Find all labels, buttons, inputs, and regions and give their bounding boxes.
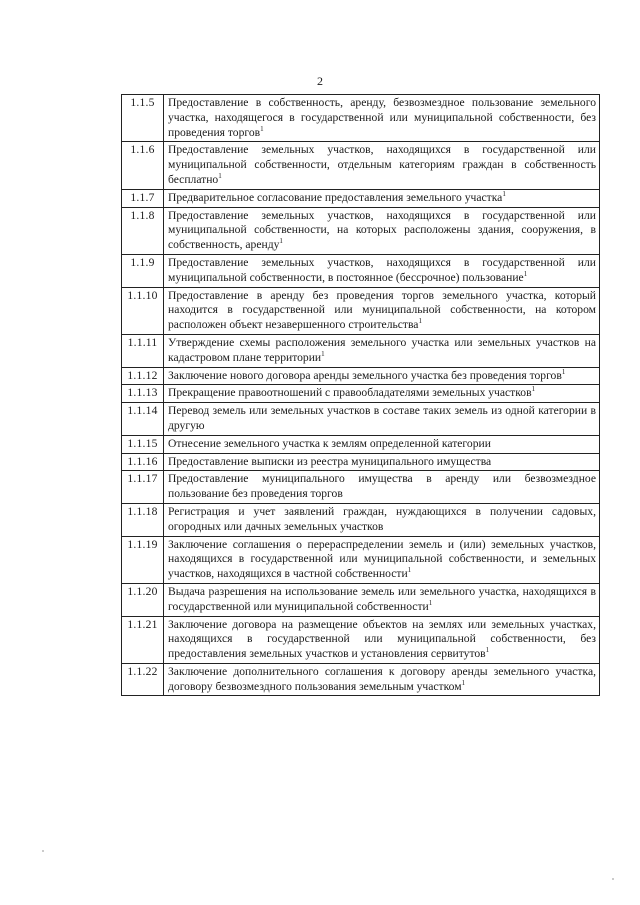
table-row	[122, 334, 600, 367]
service-name-cell	[164, 287, 600, 334]
item-number: 1.1.17	[122, 471, 164, 504]
service-name-cell	[164, 663, 600, 696]
table-row	[122, 503, 600, 536]
table-row	[122, 403, 600, 436]
service-name-cell	[164, 189, 600, 207]
item-number: 1.1.5	[122, 95, 164, 142]
item-number: 1.1.20	[122, 583, 164, 616]
table-row	[122, 435, 600, 453]
service-name: Предварительное согласование предоставления земельного участка	[168, 190, 503, 204]
footnote-marker: 1	[461, 678, 466, 687]
item-number: 1.1.22	[122, 663, 164, 696]
footnote-marker: 1	[485, 646, 490, 655]
footnote-marker: 1	[218, 172, 222, 181]
item-number: 1.1.11	[122, 334, 164, 367]
service-name-cell	[164, 207, 600, 254]
footnote-marker: 1	[531, 385, 536, 394]
service-name-cell	[164, 385, 600, 403]
service-name: Предоставление муниципального имущества в аренду или безвозмездное пользование без проведения торгов	[168, 472, 596, 501]
item-number: 1.1.13	[122, 385, 164, 403]
table-row	[122, 453, 600, 471]
table-row	[122, 616, 600, 663]
service-name-cell	[164, 95, 600, 142]
item-number: 1.1.18	[122, 503, 164, 536]
service-name-cell	[164, 503, 600, 536]
table-row	[122, 207, 600, 254]
service-name: Заключение соглашения о перераспределении земель и (или) земельных участков, находящихся в государственной или муниципальной собственности, и земельных участков, находящихся в частной собственности	[168, 537, 596, 581]
service-name: Предоставление земельных участков, находящихся в государственной или муниципальной собственности, отдельным категориям граждан в собственность бесплатно	[168, 143, 596, 186]
service-name-cell	[164, 403, 600, 436]
page-number: 2	[317, 74, 323, 88]
footnote-marker: 1	[279, 237, 283, 246]
service-name: Предоставление выписки из реестра муниципального имущества	[168, 454, 492, 468]
service-name: Выдача разрешения на использование земель или земельного участка, находящихся в государственной или муниципальной собственности	[168, 584, 596, 613]
item-number: 1.1.21	[122, 616, 164, 663]
footnote-marker: 1	[418, 317, 422, 326]
service-name: Регистрация и учет заявлений граждан, нуждающихся в получении садовых, огородных или дачных земельных участков	[168, 504, 596, 533]
service-name-cell	[164, 334, 600, 367]
service-name: Перевод земель или земельных участков в составе таких земель из одной категории в другую	[168, 404, 596, 432]
table-row	[122, 385, 600, 403]
item-number: 1.1.9	[122, 254, 164, 287]
service-name-cell	[164, 435, 600, 453]
scan-speck	[612, 878, 614, 880]
service-name: Предоставление в собственность, аренду, безвозмездное пользование земельного участка, находящегося в государственной или муниципальной собственности, без проведения торгов	[168, 96, 596, 139]
service-name: Предоставление земельных участков, находящихся в государственной или муниципальной собственности, в постоянное (бессрочное) пользование	[168, 255, 596, 284]
service-name-cell	[164, 453, 600, 471]
footnote-marker: 1	[321, 349, 325, 358]
service-name: Отнесение земельного участка к землям определенной категории	[168, 436, 491, 450]
service-name-cell	[164, 583, 600, 616]
footnote-marker: 1	[523, 269, 528, 278]
service-name-cell	[164, 616, 600, 663]
item-number: 1.1.6	[122, 142, 164, 189]
table-row	[122, 367, 600, 385]
service-name: Предоставление земельных участков, находящихся в государственной или муниципальной собственности, на которых расположены здания, сооружения, в собственность, аренду	[168, 208, 596, 252]
footnote-marker: 1	[428, 598, 433, 607]
item-number: 1.1.14	[122, 403, 164, 436]
footnote-marker: 1	[502, 189, 506, 198]
item-number: 1.1.16	[122, 453, 164, 471]
service-name: Заключение дополнительного соглашения к договору аренды земельного участка, договору безвозмездного пользования земельным участком	[168, 664, 596, 693]
footnote-marker: 1	[561, 367, 566, 376]
item-number: 1.1.7	[122, 189, 164, 207]
service-name: Заключение договора на размещение объектов на землях или земельных участках, находящихся в государственной или муниципальной собственности, без предоставления земельных участков и установления сервитутов	[168, 617, 596, 661]
service-name-cell	[164, 367, 600, 385]
table-row	[122, 471, 600, 504]
service-name-cell	[164, 471, 600, 504]
item-number: 1.1.19	[122, 536, 164, 583]
services-table-body	[122, 95, 600, 696]
table-row	[122, 536, 600, 583]
service-name-cell	[164, 536, 600, 583]
table-row	[122, 287, 600, 334]
scan-speck	[42, 850, 44, 852]
item-number: 1.1.10	[122, 287, 164, 334]
item-number: 1.1.15	[122, 435, 164, 453]
item-number: 1.1.12	[122, 367, 164, 385]
service-name: Заключение нового договора аренды земельного участка без проведения торгов	[168, 368, 562, 382]
service-name: Предоставление в аренду без проведения торгов земельного участка, который находится в государственной или муниципальной собственности, на котором расположен объект незавершенного строительства	[168, 288, 596, 332]
service-name: Утверждение схемы расположения земельного участка или земельных участков на кадастровом плане территории	[168, 335, 596, 364]
table-row	[122, 583, 600, 616]
table-row	[122, 663, 600, 696]
footnote-marker: 1	[407, 566, 412, 575]
table-row	[122, 254, 600, 287]
table-row	[122, 189, 600, 207]
service-name: Прекращение правоотношений с правообладателями земельных участков	[168, 386, 532, 400]
item-number: 1.1.8	[122, 207, 164, 254]
table-row	[122, 95, 600, 142]
service-name-cell	[164, 142, 600, 189]
services-table	[121, 94, 600, 696]
table-row	[122, 142, 600, 189]
service-name-cell	[164, 254, 600, 287]
footnote-marker: 1	[260, 124, 264, 133]
